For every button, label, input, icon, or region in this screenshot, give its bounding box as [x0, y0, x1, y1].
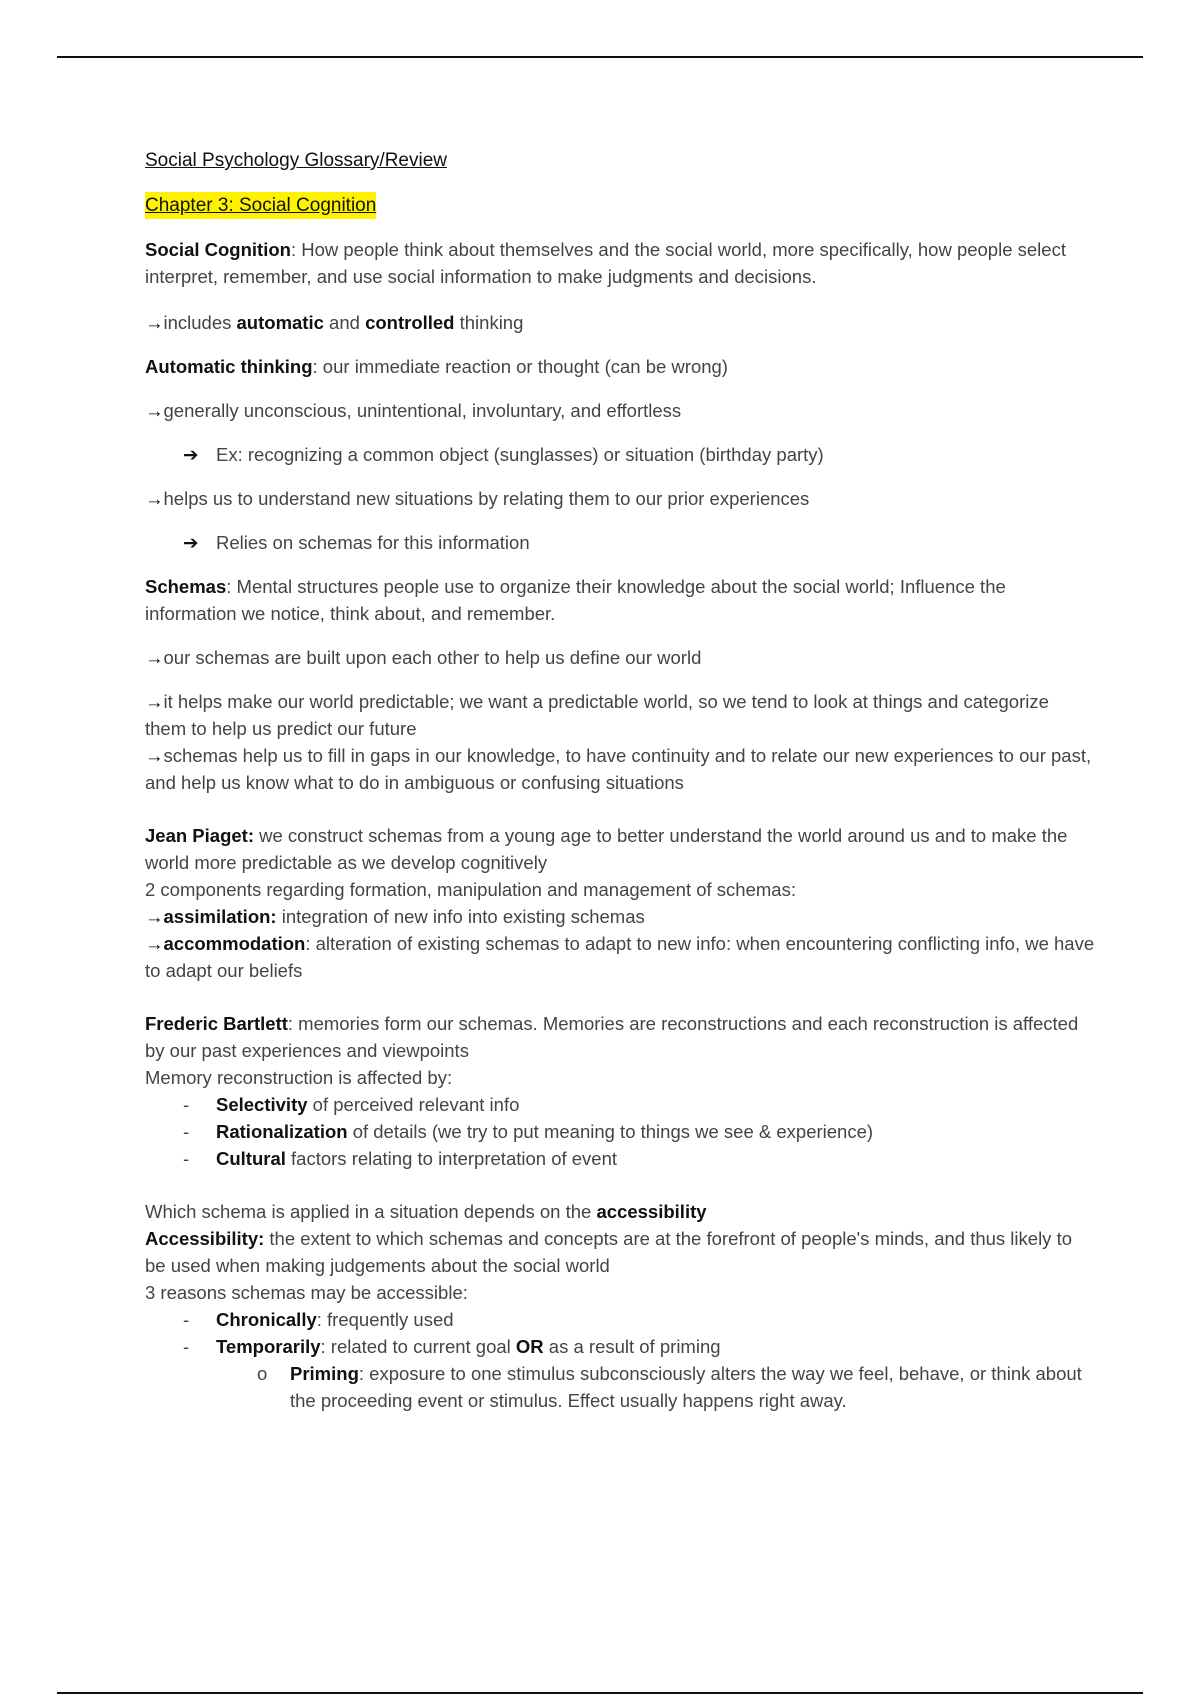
schemas-definition: Schemas: Mental structures people use to organize their knowledge about the social world; Influence the information we notice, think about, and remember. [145, 576, 1006, 624]
list-item: - Rationalization of details (we try to put meaning to things we see & experience) [183, 1121, 874, 1142]
accessibility-list [145, 1306, 1095, 1360]
automatic-line-1: →generally unconscious, unintentional, involuntary, and effortless [145, 400, 682, 421]
piaget-definition: Jean Piaget: we construct schemas from a young age to better understand the world around us and to make the world more predictable as we develop cognitively [145, 825, 1068, 873]
assimilation-line: →assimilation: integration of new info into existing schemas [145, 906, 645, 927]
bartlett-list [145, 1091, 1095, 1172]
list-item: - Temporarily: related to current goal OR as a result of priming [183, 1336, 721, 1357]
arrow-right-icon: → [145, 400, 164, 421]
bottom-rule [57, 1692, 1143, 1694]
arrow-right-icon: → [145, 312, 164, 333]
page-title: Social Psychology Glossary/Review [145, 150, 448, 171]
automatic-sub-1: ➔ Ex: recognizing a common object (sunglasses) or situation (birthday party) [145, 441, 1095, 468]
schemas-line-2: →it helps make our world predictable; we want a predictable world, so we tend to look at things and categorize them to help us predict our future [145, 691, 1049, 739]
schemas-line-3: →schemas help us to fill in gaps in our knowledge, to have continuity and to relate our new experiences to our past, and help us know what to do in ambiguous or confusing situations [145, 745, 1092, 793]
arrow-right-icon: → [145, 906, 164, 927]
accessibility-reasons: 3 reasons schemas may be accessible: [145, 1282, 468, 1303]
circle-bullet-icon: o [257, 1363, 268, 1384]
includes-line: →includes automatic and controlled thinking [145, 312, 524, 333]
piaget-components: 2 components regarding formation, manipulation and management of schemas: [145, 879, 796, 900]
arrow-right-icon: → [145, 647, 164, 668]
priming-definition: o Priming: exposure to one stimulus subconsciously alters the way we feel, behave, or think about the proceeding event or stimulus. Effect usually happens right away. [145, 1360, 1095, 1414]
arrow-right-icon: → [145, 691, 164, 712]
accommodation-line: →accommodation: alteration of existing schemas to adapt to new info: when encountering conflicting info, we have to adapt our beliefs [145, 933, 1095, 981]
social-cognition-definition: Social Cognition: How people think about themselves and the social world, more specifically, how people select interpret, remember, and use social information to make judgments and decisions. [145, 239, 1066, 287]
document-body [145, 146, 1095, 1414]
top-rule [57, 56, 1143, 58]
automatic-sub-2: ➔ Relies on schemas for this information [145, 529, 1095, 556]
arrow-right-icon: → [145, 745, 164, 766]
arrow-bullet-icon: ➔ [183, 532, 199, 553]
arrow-right-icon: → [145, 488, 164, 509]
automatic-thinking-definition: Automatic thinking: our immediate reaction or thought (can be wrong) [145, 356, 728, 377]
automatic-line-2: →helps us to understand new situations by relating them to our prior experiences [145, 488, 810, 509]
accessibility-definition: Accessibility: the extent to which schemas and concepts are at the forefront of people's minds, and thus likely to be used when making judgements about the social world [145, 1228, 1072, 1276]
arrow-right-icon: → [145, 933, 164, 954]
list-item: - Cultural factors relating to interpretation of event [183, 1148, 618, 1169]
schemas-line-1: →our schemas are built upon each other to help us define our world [145, 647, 702, 668]
list-item: - Selectivity of perceived relevant info [183, 1094, 520, 1115]
accessibility-intro: Which schema is applied in a situation depends on the accessibility [145, 1201, 707, 1222]
arrow-bullet-icon: ➔ [183, 444, 199, 465]
bartlett-line: Memory reconstruction is affected by: [145, 1067, 453, 1088]
bartlett-definition: Frederic Bartlett: memories form our schemas. Memories are reconstructions and each reconstruction is affected by our past experiences and viewpoints [145, 1013, 1079, 1061]
term: Social Cognition [145, 239, 291, 260]
chapter-heading: Chapter 3: Social Cognition [145, 191, 1095, 219]
list-item: - Chronically: frequently used [183, 1309, 454, 1330]
